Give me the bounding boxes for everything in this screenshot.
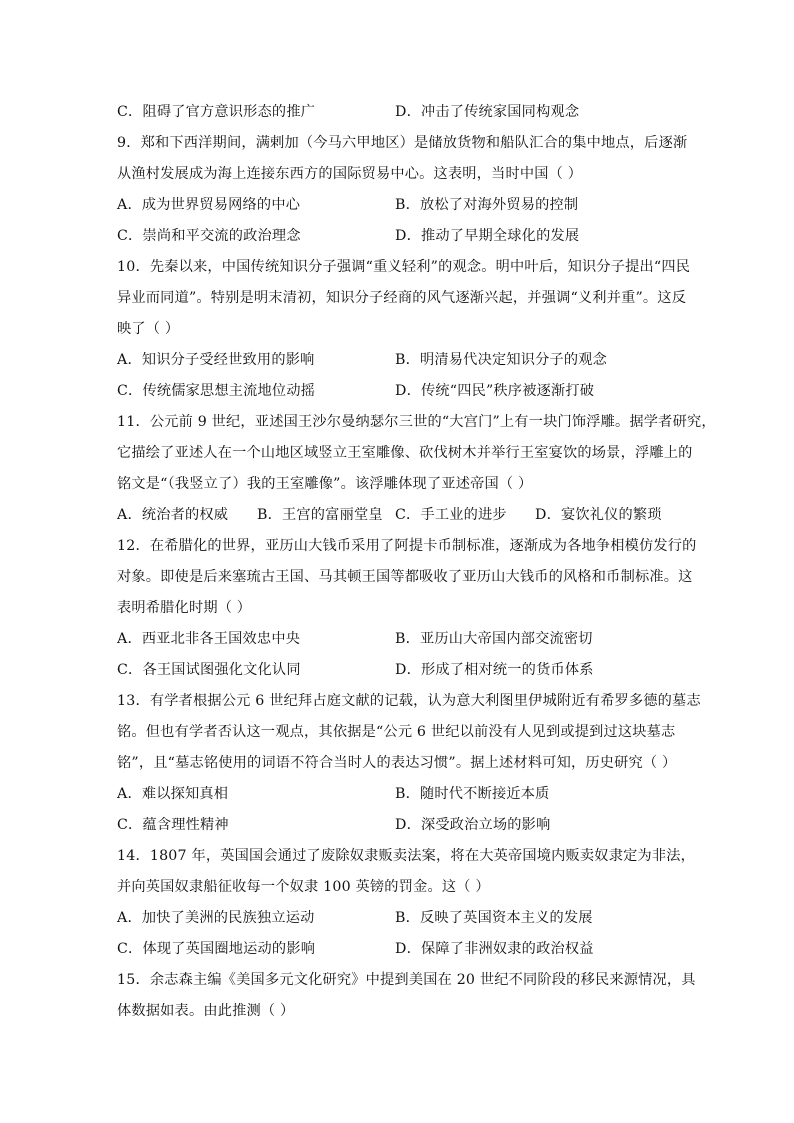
q13-option-a[interactable]: A．难以探知真相 — [117, 786, 229, 802]
q10-stem-line-2: 异业而同道”。特别是明末清初，知识分子经商的风气逐渐兴起，并强调“义利并重”。这反 — [117, 290, 687, 306]
q14-option-b[interactable]: B．反映了英国资本主义的发展 — [395, 910, 593, 926]
q12-stem-line-2: 对象。即使是后来塞琉古王国、马其顿王国等都吸收了亚历山大钱币的风格和币制标准。这 — [117, 569, 693, 585]
q13-option-d[interactable]: D．深受政治立场的影响 — [395, 817, 551, 833]
q11-option-c[interactable]: C．手工业的进步 — [395, 507, 507, 523]
q8-options-cd — [117, 97, 679, 128]
q13-stem-line-1: 13．有学者根据公元 6 世纪拜占庭文献的记载，认为意大利图里伊城附近有希罗多德的墓志 — [117, 693, 701, 709]
q12-stem-line-1: 12．在希腊化的世界，亚历山大钱币采用了阿提卡币制标准，逐渐成为各地争相模仿发行的 — [117, 538, 697, 554]
q12-stem-line-3: 表明希腊化时期（ ） — [117, 600, 252, 616]
q9-option-c[interactable]: C．崇尚和平交流的政治理念 — [117, 228, 301, 244]
q10-option-a[interactable]: A．知识分子受经世致用的影响 — [117, 352, 315, 368]
q9-options-cd — [117, 221, 679, 252]
q15-stem-line-2: 体数据如表。由此推测（ ） — [117, 1003, 295, 1019]
q11-option-a[interactable]: A．统治者的权威 — [117, 507, 229, 523]
q11-option-d[interactable]: D．宴饮礼仪的繁琐 — [535, 507, 662, 523]
q9-options-ab — [117, 190, 679, 221]
q14-options-cd — [117, 934, 679, 965]
q8-option-c[interactable]: C．阻碍了官方意识形态的推广 — [117, 104, 316, 120]
q14-stem-line-2: 并向英国奴隶船征收每一个奴隶 100 英镑的罚金。这（ ） — [117, 879, 490, 895]
q9-stem-line-1: 9．郑和下西洋期间，满剌加（今马六甲地区）是储放货物和船队汇合的集中地点，后逐渐 — [117, 135, 688, 151]
q11-option-b[interactable]: B．王宫的富丽堂皇 — [257, 507, 383, 523]
q8-option-d[interactable]: D．冲击了传统家国同构观念 — [395, 104, 580, 120]
exam-page — [117, 97, 716, 1027]
q10-stem-line-1: 10．先秦以来，中国传统知识分子强调“重义轻利”的观念。明中叶后，知识分子提出“四民 — [117, 259, 691, 275]
q13-stem-line-2: 铭。但也有学者否认这一观点，其依据是“公元 6 世纪以前没有人见到或提到过这块墓志 — [117, 724, 676, 740]
q13-options-cd — [117, 810, 679, 841]
q9-option-d[interactable]: D．推动了早期全球化的发展 — [395, 228, 580, 244]
q12-option-c[interactable]: C．各王国试图强化文化认同 — [117, 662, 301, 678]
q10-option-d[interactable]: D．传统“四民”秩序被逐渐打破 — [395, 383, 595, 399]
q13-option-c[interactable]: C．蕴含理性精神 — [117, 817, 229, 833]
q13-options-ab — [117, 779, 679, 810]
q14-stem-line-1: 14．1807 年，英国国会通过了废除奴隶贩卖法案，将在大英帝国境内贩卖奴隶定为非法， — [117, 848, 696, 864]
q9-stem-line-2: 从渔村发展成为海上连接东西方的国际贸易中心。这表明，当时中国（ ） — [117, 166, 583, 182]
q9-option-a[interactable]: A．成为世界贸易网络的中心 — [117, 197, 301, 213]
q12-option-b[interactable]: B．亚历山大帝国内部交流密切 — [395, 631, 593, 647]
q14-options-ab — [117, 903, 679, 934]
q13-stem-line-3: 铭”，且“墓志铭使用的词语不符合当时人的表达习惯”。据上述材料可知，历史研究（ ） — [117, 755, 677, 771]
q10-option-c[interactable]: C．传统儒家思想主流地位动摇 — [117, 383, 316, 399]
q12-options-ab — [117, 624, 679, 655]
q9-option-b[interactable]: B．放松了对海外贸易的控制 — [395, 197, 579, 213]
q11-stem-line-1: 11．公元前 9 世纪，亚述国王沙尔曼纳瑟尔三世的“大宫门”上有一块门饰浮雕。据学者研究， — [117, 414, 716, 430]
q12-option-a[interactable]: A．西亚北非各王国效忠中央 — [117, 631, 301, 647]
q15-stem-line-1: 15．余志森主编《美国多元文化研究》中提到美国在 20 世纪不同阶段的移民来源情况，具 — [117, 972, 696, 988]
q14-option-a[interactable]: A．加快了美洲的民族独立运动 — [117, 910, 315, 926]
q10-option-b[interactable]: B．明清易代决定知识分子的观念 — [395, 352, 608, 368]
q14-option-c[interactable]: C．体现了英国圈地运动的影响 — [117, 941, 316, 957]
q12-options-cd — [117, 655, 679, 686]
q10-stem-line-3: 映了（ ） — [117, 321, 180, 337]
q11-stem-line-2: 它描绘了亚述人在一个山地区域竖立王室雕像、砍伐树木并举行王室宴饮的场景，浮雕上的 — [117, 445, 693, 461]
q13-option-b[interactable]: B．随时代不断接近本质 — [395, 786, 550, 802]
q11-options — [117, 500, 679, 531]
q10-options-cd — [117, 376, 679, 407]
q12-option-d[interactable]: D．形成了相对统一的货币体系 — [395, 662, 594, 678]
q14-option-d[interactable]: D．保障了非洲奴隶的政治权益 — [395, 941, 594, 957]
q11-stem-line-3: 铭文是“（我竖立了）我的王室雕像”。该浮雕体现了亚述帝国（ ） — [117, 476, 533, 492]
q10-options-ab — [117, 345, 679, 376]
